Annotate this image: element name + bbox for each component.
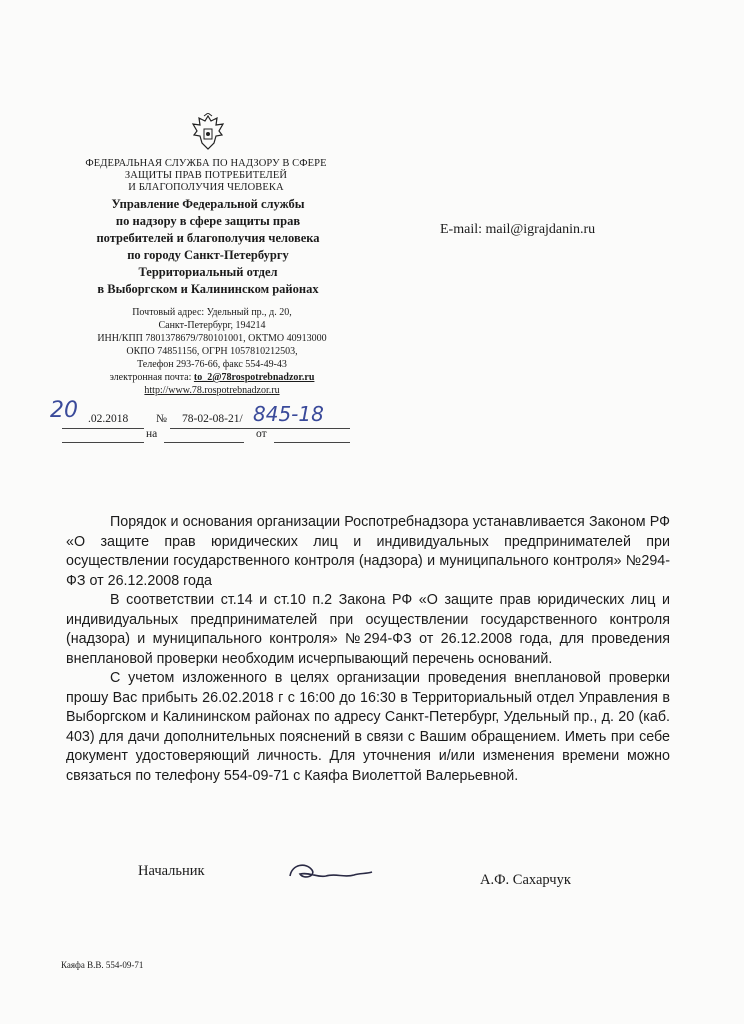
department-line-2: по надзору в сфере защиты прав — [115, 214, 301, 228]
handwritten-day: 20 — [50, 398, 78, 423]
ref-underline-mid — [164, 442, 244, 443]
letter-date: .02.2018 — [88, 413, 129, 425]
agency-line-1: ФЕДЕРАЛЬНАЯ СЛУЖБА ПО НАДЗОРУ В СФЕРЕ — [85, 158, 327, 169]
signatory-title: Начальник — [138, 863, 205, 879]
recipient-email: E-mail: mail@igrajdanin.ru — [440, 222, 596, 237]
letter-number: 78-02-08-21/ — [182, 413, 243, 425]
letter-body — [66, 513, 670, 786]
email-label: электронная почта: — [109, 372, 192, 383]
department-line-4: по городу Санкт-Петербургу — [127, 248, 289, 262]
address-line-4: ОКПО 74851156, ОГРН 1057810212503, — [126, 346, 298, 357]
department-line-3: потребителей и благополучия человека — [96, 231, 320, 245]
address-line-5: Телефон 293-76-66, факс 554-49-43 — [137, 359, 287, 370]
body-paragraph-2: В соответствии ст.14 и ст.10 п.2 Закона РФ «О защите прав юридических лиц и индивидуальных предпринимателей при осуществлении государственного контроля (надзора) и муниципального контроля» №294-ФЗ от 26.12.2008 года, для проведения внеплановой проверки необходим исчерпывающий перечень оснований. — [66, 592, 670, 667]
department-line-6: в Выборгском и Калининском районах — [97, 282, 319, 296]
department-line-1: Управление Федеральной службы — [111, 197, 305, 211]
address-line-1: Почтовый адрес: Удельный пр., д. 20, — [132, 307, 292, 318]
body-paragraph-1: Порядок и основания организации Роспотребнадзора устанавливается Законом РФ «О защите прав юридических лиц и индивидуальных предпринимателей при осуществлении государственного контроля (надзора) и муниципального контроля» №294-ФЗ от 26.12.2008 года — [66, 514, 670, 589]
ref-underline-left — [62, 442, 144, 443]
address-line-2: Санкт-Петербург, 194214 — [158, 320, 266, 331]
email-line — [52, 372, 372, 385]
date-underline — [62, 428, 144, 429]
on-label: на — [146, 428, 158, 440]
agency-line-2: ЗАЩИТЫ ПРАВ ПОТРЕБИТЕЛЕЙ — [124, 170, 288, 181]
ref-underline-right — [274, 442, 350, 443]
website-line — [52, 385, 372, 398]
address-line-3: ИНН/КПП 7801378679/780101001, ОКТМО 40913000 — [97, 333, 327, 344]
coat-of-arms-icon — [190, 113, 226, 153]
body-paragraph-3: С учетом изложенного в целях организации проведения внеплановой проверки прошу Вас прибыть 26.02.2018 г с 16:00 до 16:30 в Территориальный отдел Управления в Выборгском и Калининском районах по адресу Санкт-Петербург, Удельный пр., д. 20 (каб. 403) для дачи дополнительных пояснений в связи с Вашим обращением. Иметь при себе документ удостоверяющий личность. Для уточнения и/или изменения времени можно связаться по телефону 554-09-71 с Каяфа Виолеттой Валерьевной. — [66, 670, 670, 784]
website-link[interactable]: http://www.78.rospotrebnadzor.ru — [144, 385, 280, 396]
signatory-name: А.Ф. Сахарчук — [480, 872, 571, 888]
agency-email-link[interactable]: to_2@78rospotrebnadzor.ru — [193, 372, 315, 383]
handwritten-number: 845-18 — [253, 402, 324, 426]
handwritten-signature — [286, 858, 376, 888]
number-label: № — [156, 413, 167, 425]
department-line-5: Территориальный отдел — [138, 265, 278, 279]
from-label: от — [256, 428, 267, 440]
executor-contact: Каяфа В.В. 554-09-71 — [61, 960, 144, 970]
agency-line-3: И БЛАГОПОЛУЧИЯ ЧЕЛОВЕКА — [128, 182, 284, 193]
